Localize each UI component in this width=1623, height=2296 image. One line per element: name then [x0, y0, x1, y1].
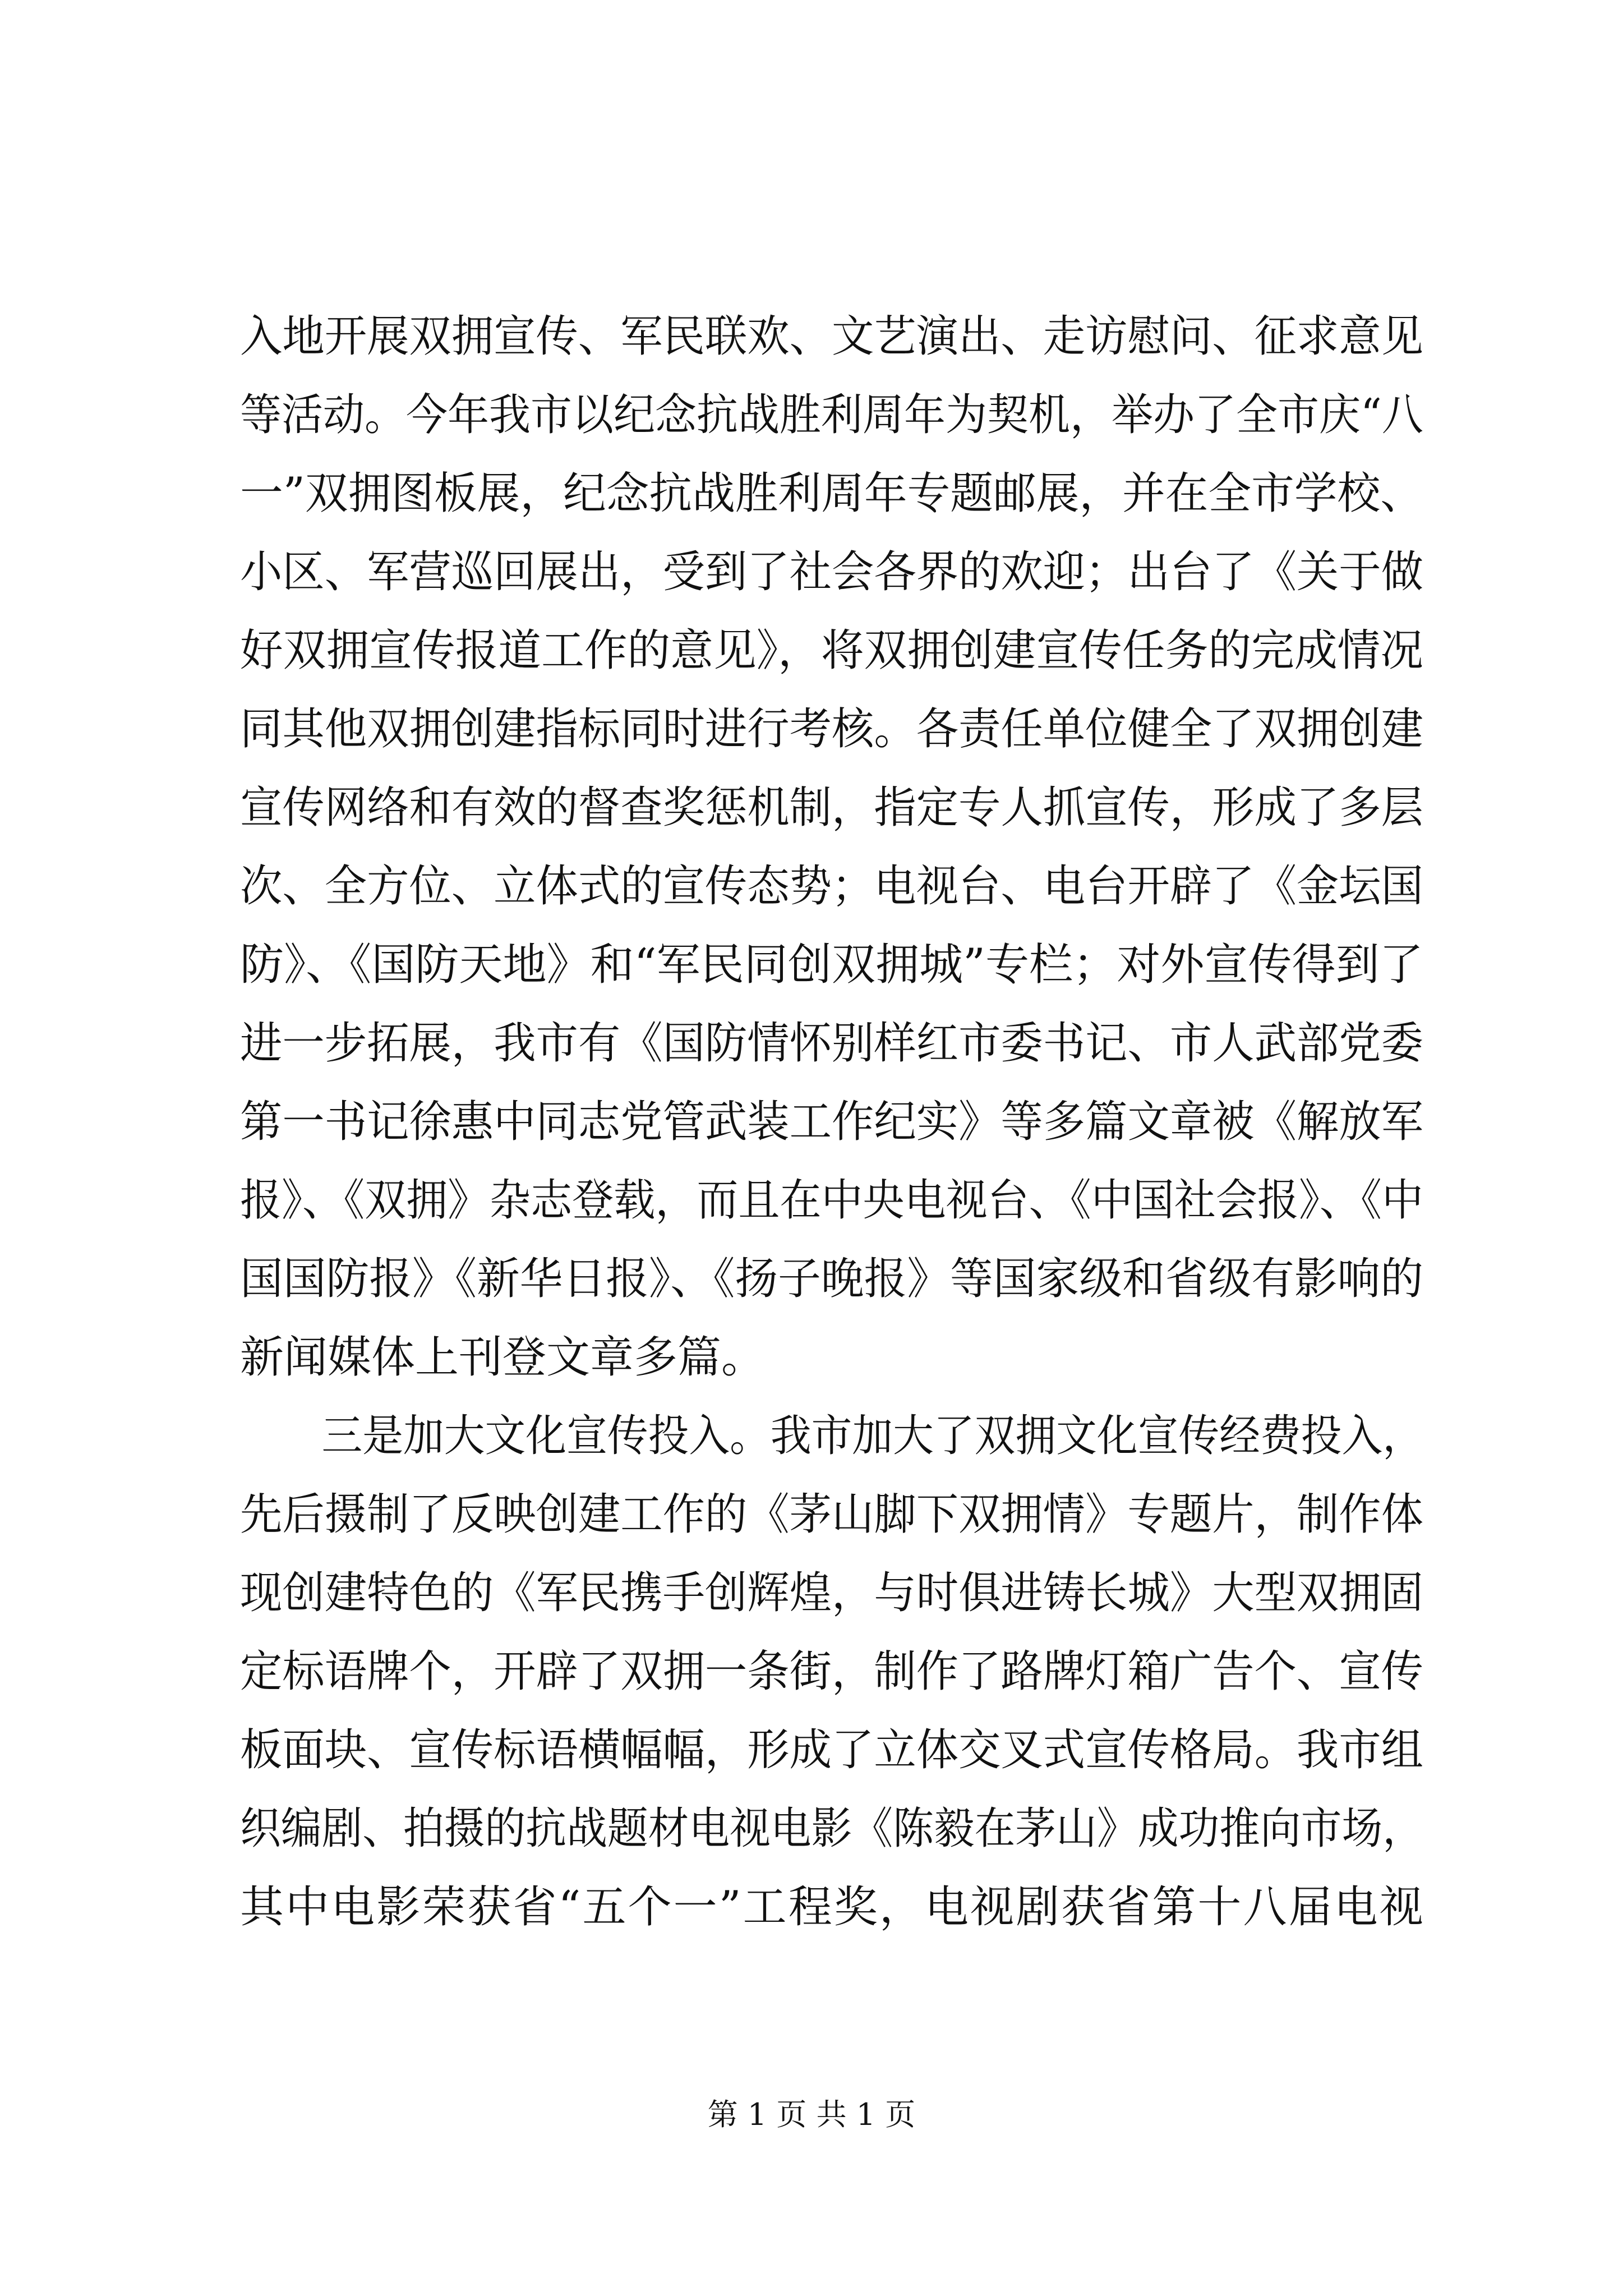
- text-line: 第一书记徐惠中同志党管武装工作纪实》等多篇文章被《解放军: [240, 1097, 1424, 1147]
- text-line: 小区、军营巡回展出，受到了社会各界的欢迎；出台了《关于做: [240, 547, 1424, 597]
- text-line: 进一步拓展，我市有《国防情怀别样红市委书记、市人武部党委: [240, 1018, 1424, 1069]
- text-line: 报》、《双拥》杂志登载，而且在中央电视台、《中国社会报》、《中: [240, 1175, 1424, 1226]
- text-line: 宣传网络和有效的督查奖惩机制，指定专人抓宣传，形成了多层: [240, 783, 1424, 833]
- text-line: 同其他双拥创建指标同时进行考核。各责任单位健全了双拥创建: [240, 704, 1424, 754]
- text-line: 现创建特色的《军民携手创辉煌，与时俱进铸长城》大型双拥固: [240, 1568, 1424, 1618]
- text-line: 定标语牌个，开辟了双拥一条街，制作了路牌灯箱广告个、宣传: [240, 1646, 1424, 1697]
- text-line: 次、全方位、立体式的宣传态势；电视台、电台开辟了《金坛国: [240, 861, 1424, 912]
- paragraph-start-line: 三是加大文化宣传投入。我市加大了双拥文化宣传经费投入，: [240, 1411, 1424, 1461]
- text-line: 入地开展双拥宣传、军民联欢、文艺演出、走访慰问、征求意见: [240, 311, 1424, 362]
- text-line: 其中电影荣获省“五个一”工程奖，电视剧获省第十八届电视: [240, 1882, 1425, 1932]
- text-line: 织编剧、拍摄的抗战题材电视电影《陈毅在茅山》成功推向市场，: [240, 1803, 1424, 1854]
- text-line: 等活动。今年我市以纪念抗战胜利周年为契机，举办了全市庆“八: [240, 390, 1423, 440]
- text-line: 先后摄制了反映创建工作的《茅山脚下双拥情》专题片，制作体: [240, 1489, 1424, 1540]
- text-line: 防》、《国防天地》和“军民同创双拥城”专栏；对外宣传得到了: [240, 940, 1423, 990]
- text-line: 一”双拥图板展，纪念抗战胜利周年专题邮展，并在全市学校、: [240, 468, 1423, 519]
- page-number: 第 1 页 共 1 页: [707, 2097, 916, 2132]
- text-line: 新闻媒体上刊登文章多篇。: [240, 1332, 766, 1383]
- text-line: 国国防报》《新华日报》、《扬子晚报》等国家级和省级有影响的: [240, 1254, 1424, 1304]
- text-line: 板面块、宣传标语横幅幅，形成了立体交叉式宣传格局。我市组: [240, 1725, 1424, 1775]
- text-line: 好双拥宣传报道工作的意见》，将双拥创建宣传任务的完成情况: [240, 625, 1424, 676]
